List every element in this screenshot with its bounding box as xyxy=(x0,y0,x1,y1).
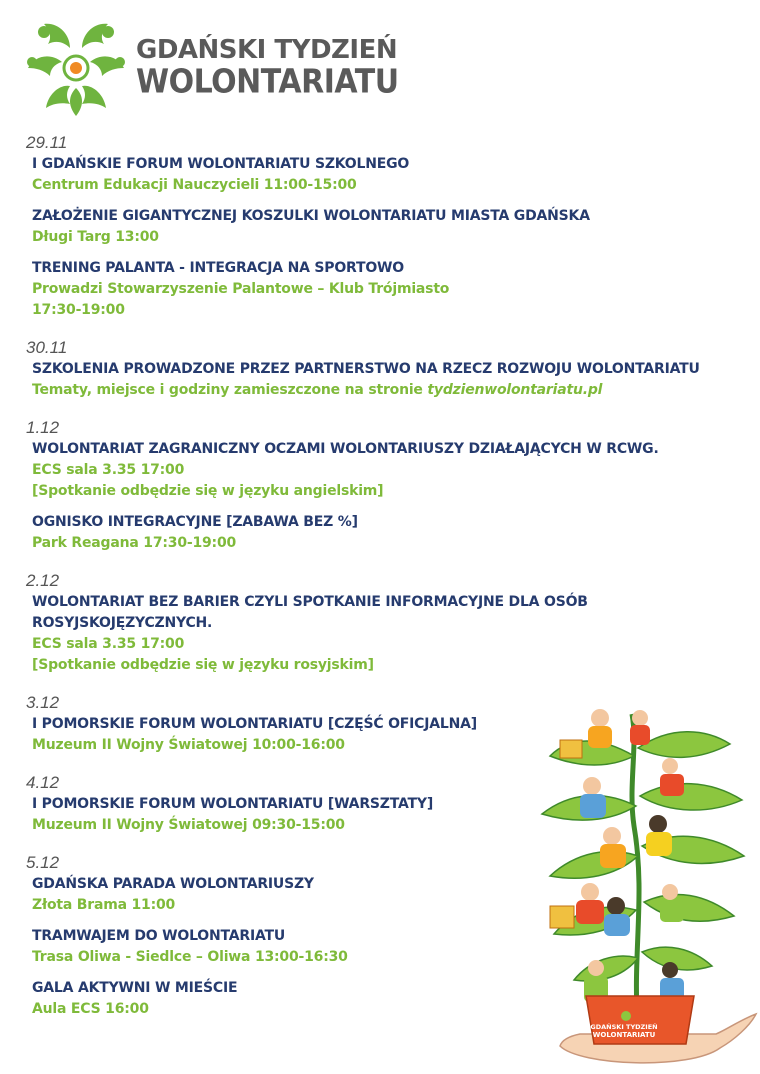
event-detail: Trasa Oliwa - Siedlce – Oliwa 13:00-16:30 xyxy=(32,949,348,965)
day-date: 1.12 xyxy=(26,418,60,437)
day-2-12 xyxy=(24,570,760,676)
event-detail: [Spotkanie odbędzie się w języku angielskim] xyxy=(32,483,384,499)
event-detail: Centrum Edukacji Nauczycieli 11:00-15:00 xyxy=(32,177,357,193)
event-title: TRAMWAJEM DO WOLONTARIATU xyxy=(32,928,286,944)
event-detail: Aula ECS 16:00 xyxy=(32,1001,149,1017)
pot-label-line-1: GDAŃSKI TYDZIEŃ xyxy=(590,1023,658,1031)
day-date: 5.12 xyxy=(26,853,60,872)
event-title: I GDAŃSKIE FORUM WOLONTARIATU SZKOLNEGO xyxy=(32,156,410,172)
day-date: 2.12 xyxy=(26,571,60,590)
event-detail: Muzeum II Wojny Światowej 09:30-15:00 xyxy=(32,817,345,833)
event-detail: Park Reagana 17:30-19:00 xyxy=(32,535,237,551)
event-detail xyxy=(32,380,760,401)
event xyxy=(32,439,760,502)
event-title: WOLONTARIAT ZAGRANICZNY OCZAMI WOLONTARIUSZY DZIAŁAJĄCYCH W RCWG. xyxy=(32,441,659,457)
event xyxy=(32,359,760,401)
event-title: OGNISKO INTEGRACYJNE [ZABAWA BEZ %] xyxy=(32,514,358,530)
plant-illustration xyxy=(520,696,760,1074)
event-detail: ECS sala 3.35 17:00 xyxy=(32,636,185,652)
event-detail: Prowadzi Stowarzyszenie Palantowe – Klub Trójmiasto xyxy=(32,281,450,297)
event xyxy=(32,512,760,554)
day-date: 29.11 xyxy=(26,133,68,152)
event-title: ZAŁOŻENIE GIGANTYCZNEJ KOSZULKI WOLONTARIATU MIASTA GDAŃSKA xyxy=(32,208,590,224)
logo xyxy=(24,18,399,118)
day-date: 30.11 xyxy=(26,338,68,357)
event xyxy=(32,592,760,676)
event-title: GALA AKTYWNI W MIEŚCIE xyxy=(32,980,238,996)
logo-line-2: WOLONTARIATU xyxy=(136,62,399,102)
event-detail-text: Tematy, miejsce i godziny zamieszczone na stronie xyxy=(32,382,428,398)
event-detail: ECS sala 3.35 17:00 xyxy=(32,462,185,478)
event-title: SZKOLENIA PROWADZONE PRZEZ PARTNERSTWO NA RZECZ ROZWOJU WOLONTARIATU xyxy=(32,361,700,377)
logo-line-1: GDAŃSKI TYDZIEŃ xyxy=(136,35,398,65)
event-title: TRENING PALANTA - INTEGRACJA NA SPORTOWO xyxy=(32,260,404,276)
event-detail: Muzeum II Wojny Światowej 10:00-16:00 xyxy=(32,737,345,753)
event xyxy=(32,258,760,321)
logo-icon xyxy=(24,18,128,118)
event-detail: Złota Brama 11:00 xyxy=(32,897,176,913)
event-detail: [Spotkanie odbędzie się w języku rosyjskim] xyxy=(32,657,374,673)
event-detail: Długi Targ 13:00 xyxy=(32,229,159,245)
logo-wordmark xyxy=(136,35,399,102)
event-title: GDAŃSKA PARADA WOLONTARIUSZY xyxy=(32,876,314,892)
website-link[interactable]: tydzienwolontariatu.pl xyxy=(427,382,603,398)
day-30-11 xyxy=(24,337,760,401)
event xyxy=(32,206,760,248)
day-date: 3.12 xyxy=(26,693,60,712)
day-date: 4.12 xyxy=(26,773,60,792)
pot-label-line-2: WOLONTARIATU xyxy=(592,1031,656,1039)
day-1-12 xyxy=(24,417,760,554)
event-title: I POMORSKIE FORUM WOLONTARIATU [WARSZTATY] xyxy=(32,796,434,812)
event-detail: 17:30-19:00 xyxy=(32,302,125,318)
event-title: WOLONTARIAT BEZ BARIER CZYLI SPOTKANIE INFORMACYJNE DLA OSÓB ROSYJSKOJĘZYCZNYCH. xyxy=(32,594,588,631)
event xyxy=(32,154,760,196)
day-29-11 xyxy=(24,132,760,321)
event-title: I POMORSKIE FORUM WOLONTARIATU [CZĘŚĆ OFICJALNA] xyxy=(32,716,477,732)
